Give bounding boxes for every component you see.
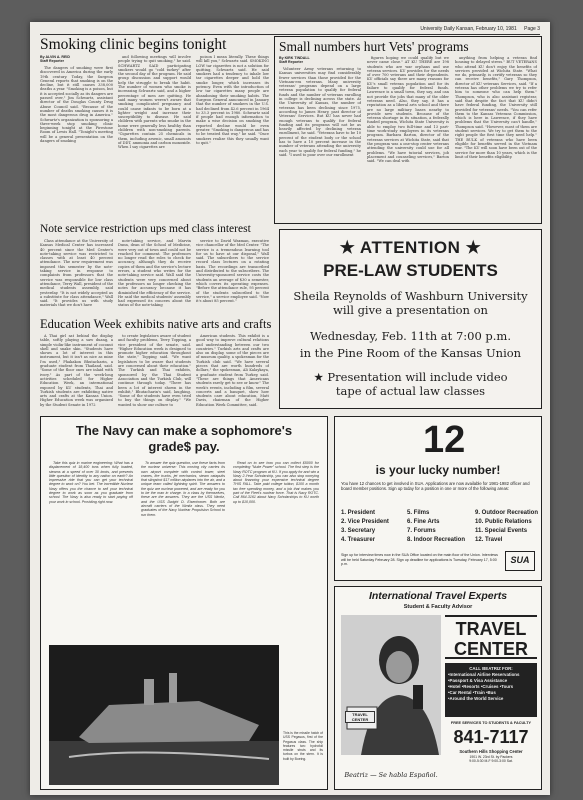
lucky-item: 5. Films <box>407 510 430 516</box>
travel-service: •Car Rental •Train •Bus <box>448 690 496 695</box>
travel-services-box <box>445 663 537 717</box>
vets-column-2: figures hoping we could qualify but we never came close." AT KU THERE are 198 students who are war orphans and use veteran services. KU provides for the needs of over 700 veterans and their dependents. KU officials say there are many reasons for KU's small veteran population and for its failure to qualify for federal funds. Lawrence is a small town, they say, and can not provide the jobs that many of the older veterans need. Also, they say, it has a reputation as a liberal arts school and there are no large military bases nearby to provide new students. Because of the veteran shortage in its situation, a federally funded program, Wichita State University is able to employ two full-time and 13 part-time work-study employees in its veterans program. Barbara Barton, director of the veterans services at Wichita State, said that the program was a one-stop center veterans attending the university could use for all problems. "We have tutorial services, job placement and counseling services," Barton said. "We can deal with <box>367 56 449 164</box>
note-service-column-1: Class attendance at the University of Kansas Medical Center has increased 40 percent since the Med Center's note-taking service was restricted to classes with at least 40 percent attendance. The new requirement was imposed this semester by the note-taking service in response to complaints from professors that the service was responsible for low class attendance, Terry Wall, president of the medical students assembly, said yesterday. "It is not widely accepted as a substitute for class attendance," Wall said. "It provides us with study materials that we don't have <box>40 239 113 308</box>
lucky-number: 12 <box>423 419 466 461</box>
vets-column-3: anything from helping a veteran find housing to delayed stress." BUT VETERANS who attend KU don't enjoy the benefits of services provided at Wichita State. "What we do, primarily, is certify veterans so they can receive benefits," Gary Thompson, director of KU veterans Services, said. "If a veteran has other problems we try to refer him to someone who can help them." Thompson, who is also assistant registrar, said that despite the fact that KU didn't have federal funding, the University still provided for veterans' needs. "You can refer them to the Kansas Veterans Commission, which is here in Lawrence, if they have problems that the University can't handle," Thompson said. "However, most of them are student services. We try to get them to the right people the first time they need help." THE BULK of veterans who have been eligible for benefits served in the Vietnam war. "The KU will soon have been out of the service for more than 10 years, which is the limit of their benefits eligibility. <box>455 56 537 159</box>
lucky-item: 10. Public Relations <box>475 519 532 525</box>
lucky-item: 7. Forums <box>407 528 436 534</box>
education-column-1: A Thai girl sat behind the display table, softly playing a saw duang, a simple violin-like instrument of coconut shell and snake skin. "Students have shown a lot of interest in this instrument, but it isn't as nice as mine I'm used," Phakakon Bhutacharin, a graduate student from Thailand, said. "Some of the floor ones are inlaid with ivory." As part of the week-long activities scheduled for Higher Education Week, an international exposed by KU students, Thai and Turkish students are exhibiting native arts and crafts at the Kansas Union. Higher Education week was organized by the Student Senate in 1972 <box>40 334 113 407</box>
smoking-column-1: The dangers of smoking were first discovered in America during the early 19th century. Today, the Surgeon General reports that smoking is on the decline, but it still causes 338,000 deaths a year. "Smoking is a poison, but it is accepted socially as its dangers are passed over," Jim Schwartz, assistant director of the Douglas County Drug Abuse Council said. "Because of the number of deaths smoking causes it is the most dangerous drug in America." Schwartz's organization is sponsoring a three-week stop smoking clinic beginning tonight at the Firestone Room of Lewis Hall. "Tonight's meeting will be a general presentation on the dangers of smoking <box>40 66 113 144</box>
vets-byline: By KIRK TINDALL Staff Reporter <box>279 56 310 65</box>
smoking-column-3: poison I mean literally. These things will kill you," Schwartz said. SMOKING LOW tar cigarettes is not a solution for quitting, Schwartz said. He said smokers had a tendency to inhale low tar cigarettes deeper and hold the smoke longer, which increases its potency. Even with the introduction of low tar cigarettes many people are abandoning their smoking habits. The Surgeon General announced in January that the number of smokers in the U.S. had declined from 42.6 percent in 1964 to 33.3 percent in 1980. Schwartz said if people had enough information to make a wise decision on smoking the reported decline would be even greater. "Smoking is dangerous and has to be treated that way," he said. "Once smokers realize this they usually want to quit." <box>196 55 269 145</box>
travel-logo-top: TRAVEL <box>455 619 527 639</box>
travel-service: •Hotel •Resorts •Cruises •Tours <box>448 684 514 689</box>
attention-subtitle: PRE-LAW STUDENTS <box>323 261 498 280</box>
navy-column-3: Read on to see how you can collect $5000 for completing "Nuke Power" school. The first step is the Navy ROTC program at KU. If you apply for and win a Navy 2-Year Scholarship, you can also stop worrying about financing your expensive technical degree THIS FALL. Take paid college tuition, $100 a month tax free spending money, and a job that makes you part of the Fleet's nuclear force. That is Navy ROTC. Call 864-3161 about Navy Scholarships to KU worth up to $10,000. <box>233 461 319 504</box>
lucky-number-ad <box>334 416 542 581</box>
navy-ad <box>40 416 328 790</box>
travel-logo-bottom: CENTER <box>453 639 528 659</box>
lucky-item: 12. Travel <box>475 537 503 543</box>
lucky-item: 3. Secretary <box>341 528 376 534</box>
travel-agent-photo <box>341 615 441 755</box>
page-header <box>40 26 540 35</box>
vets-headline: Small numbers hurt Vets' programs <box>279 39 469 54</box>
lucky-headline: is your lucky number! <box>375 463 501 477</box>
lucky-footer: Sign up for interview times now in the SUA Office located on the main floor of the Union. Interviews will be held Saturday February 28. Sign up deadline for applications is Tuesday, February 17, 5:00 p.m. <box>341 553 498 567</box>
lucky-list-2 <box>407 509 465 545</box>
lucky-list-3 <box>475 509 538 545</box>
lucky-item: 4. Treasurer <box>341 537 376 543</box>
education-column-2: to create legislators aware of student and faculty problems, Terry Topping, a vice president of the senate, said. "Higher Education week is designed to promote higher education throughout the state," Topping said. "We want legislators to be aware that students are concerned about their education." The Turkish and Thai exhibits, sponsored by the Thai Student Association and the Turkish Club, will continue through today. "There has been a lot of interest shown in the exhibit," Bhutacharin's said, laughing. "Some of the students have even tried to buy the things on display." "We wanted to show our culture to <box>118 334 191 407</box>
travel-subhead: Student & Faculty Advisor <box>403 604 473 610</box>
travel-service: •Passport & Visa Assistance <box>448 678 508 683</box>
travel-address-2: 1901 W. 23rd St. by Packers 9:00-5:30 M-F 9:00-3:00 Sat. <box>469 755 513 764</box>
attention-speaker: Sheila Reynolds of Washburn University will give a presentation on <box>293 289 528 317</box>
paper-name: University Daily Kansan, February 10, 1981 <box>420 26 517 32</box>
lucky-list-1 <box>341 509 389 545</box>
travel-phone: 841-7117 <box>453 727 529 747</box>
lucky-item: 6. Fine Arts <box>407 519 440 525</box>
travel-logo <box>445 615 537 659</box>
note-service-headline: Note service restriction ups med class interest <box>40 223 251 235</box>
lucky-intro: You have 12 chances to get involved in SUA. Applications are now available for 1981-1982 officer and board member positions. Sign up today for a position in one or more of the following areas: <box>341 481 530 492</box>
travel-free: FREE SERVICES TO STUDENTS & FACULTY <box>450 721 532 725</box>
travel-inset-logo: TRAVEL CENTER <box>345 711 375 723</box>
navy-ship-photo <box>49 645 279 785</box>
lucky-item: 2. Vice President <box>341 519 389 525</box>
travel-call: CALL BEATRIZ FOR: <box>469 666 513 671</box>
attention-note: ★ Presentation will include video tape of actual law classes <box>313 370 508 398</box>
smoking-headline: Smoking clinic begins tonight <box>40 36 227 53</box>
education-column-3: American students. This exhibit is a good way to improve cultural relations and understanding between our two countries." Turkish arts and crafts are also on display, some of the pieces are of museum quality, a spokesman for the Turkish club said. "We have several pieces that are worth hundreds of dollars," the spokesman, Ali Kalaykaya, a graduate student from Turkey, said. "These are things that Americans students rarely get to see or know." The week's events, including a film, several concerts and a banquet, show how students care about education, Matt Davis, chairman of the Higher Education Week Committee, said. <box>196 334 269 407</box>
attention-ad <box>279 229 542 409</box>
newspaper-page <box>30 22 550 795</box>
vets-column-1: Volunteer Army veterans returning to Kansas universities may find considerably fewer services than those provided for the Vietnam-era veterans. Many university veterans' programs depend on a large veteran population to qualify for federal funds and the number of veterans enrolling in college is declining across the state. At the University of Kansas, the number of veterans has been declining since 1975, according to James Henry, past director of Veterans' Services. But KU has never had enough veterans to qualify for federal funding and its programs will not be as heavily affected by declining veteran enrollment, he said. "Veterans have to be 10 percent of the student body or the school has to have a 10 percent increase in the number of veterans attending the university each year to qualify for federal funding," he said. "I used to pour over our enrollment <box>279 67 361 157</box>
travel-headline: International Travel Experts <box>368 590 508 602</box>
travel-service: •International Airline Reservations <box>448 672 520 677</box>
lucky-item: 8. Indoor Recreation <box>407 537 466 543</box>
smoking-column-2: and following meetings will involve people trying to quit smoking," he said. SCHWARTZ SAID participating smokers would go "cold turkey" after the second day of the program. He said group discussion and support would help the struggle to break the habit. The number of women who smoke is increasing Schwartz said, and a higher percentage of men are quitting. He said many women weren't aware that smoking complicated pregnancy and could cause infants to be born at a lighter weight and increase their susceptibility to disease. He said children with parents who smoke in the home were generally less healthy than children with non-smoking parents. "Cigarettes contain 25 chemicals in them, including arsenic, small amounts of DDT, ammonia and carbon monoxide. When I say cigarettes are <box>118 55 191 150</box>
page-number: Page 3 <box>524 26 540 32</box>
smoking-byline: By ALVIN A. REID Staff Reporter <box>40 55 71 64</box>
attention-title: ★ ATTENTION ★ <box>339 238 482 257</box>
travel-address: Southern Hills Shopping Center <box>459 749 523 754</box>
lucky-item: 9. Outdoor Recreation <box>475 510 539 516</box>
travel-service: •Around the World Service <box>448 696 504 701</box>
education-headline: Education Week exhibits native arts and crafts <box>40 317 272 331</box>
navy-headline: The Navy can make a sophomore's grade$ pay. <box>75 423 293 454</box>
navy-column-1: Take this quiz in marine engineering: What has a displacement of 18,400 tons when fully loaded, steams at a speed of over 30 knots, and presents little question of identity to any nation on earth? An impressive ride that you can get your technical degree to work on? You bet. The incredible Nuclear Navy offers you the chance to sell your technical degree to work as soon as you graduate from school. The Navy is also ready to start paying off your work in school. Providing right now. <box>49 461 133 504</box>
note-service-column-3: service to David Waxman, executive vice chancellor of the Med Center. "The service is a tremendous learning tool for us to have at our disposal," Wall said. The subscribers to the service record class lectures on a rotating basis. The recordings are transcribed and distributed to the subscribers. The University-sponsored service costs the students an average of $30 a semester, which covers its operating expenses. "Before the attendance rule, 95 percent of the students subscribed to the service," a service employee said. "Now it's about 85 percent." <box>196 239 269 304</box>
navy-caption: This is the missile hatch of USS Pegasus, first of the Pegasus class. The ship features two hydrofoil missile struts and its turbos on the stern. It is built by Boeing. <box>283 731 323 761</box>
attention-when: Wednesday, Feb. 11th at 7:00 p.m. <box>310 329 511 343</box>
sua-logo: SUA <box>505 551 535 571</box>
attention-where: in the Pine Room of the Kansas Union <box>299 346 522 360</box>
lucky-item: 1. President <box>341 510 376 516</box>
travel-center-ad <box>334 586 542 790</box>
note-service-column-2: note-taking service, and Marvin Dunn, dean of the School of Medicine, were very out of town and could not be reached for comment. The professors no longer read the roles to check for accuracy, although they do receive copies of them and the service's lecture errors, a student who writes for the note-taking service said. Wall said the students were very concerned about the professors no longer checking the notes for accuracy because it has diminished the efficiency of the service. He said the medical students' assembly had expressed its concern about the status of the note-taking <box>118 239 191 308</box>
navy-column-2: To answer the quiz question, use these facts from the nuclear universe: This moving city carries its own airport complete with control tower, steel cranes, fire trucks, jet mechanics, steam catapults that slingshot $17 million airplanes into the air, and a unique team called lightning spirit. The answers to the quiz are nuclear powered, and are ready for you to be the man in charge. In a class by themselves, these are the answers. They are the USS Nimitz, and the USS Dwight D. Eisenhower. Both are aircraft carriers of the Nimitz class. They need graduates of the Navy Nuclear Propulsion School to run them. <box>141 461 225 517</box>
travel-tagline: Beatriz — Se habla Español. <box>344 771 438 779</box>
lucky-item: 11. Special Events <box>475 528 528 534</box>
